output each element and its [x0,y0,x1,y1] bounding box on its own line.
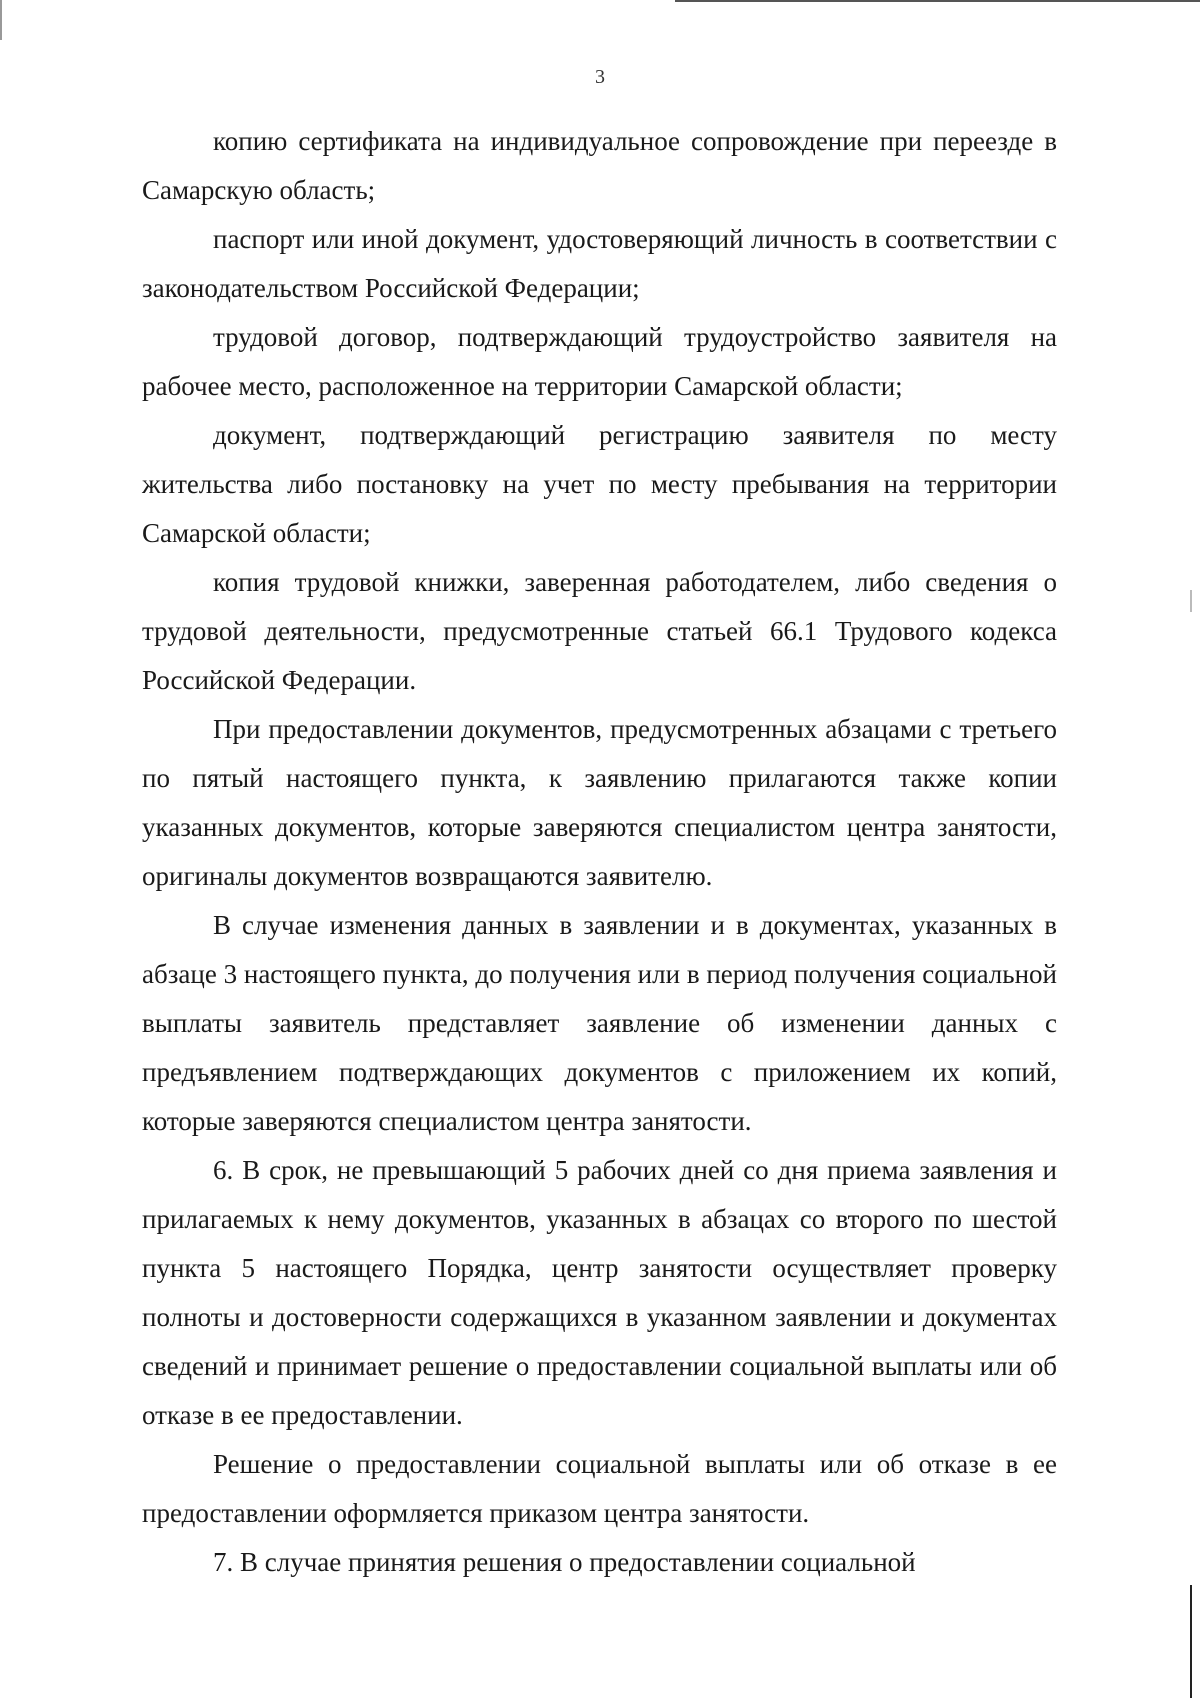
paragraph-item-6: 6. В срок, не превышающий 5 рабочих дней со дня приема заявления и прилагаемых к нему документов, указанных в абзацах со второго по шестой пункта 5 настоящего Порядка, центр занятости осуществляет проверку полноты и достоверности содержащихся в указанном заявлении и документах сведений и принимает решение о предоставлении социальной выплаты или об отказе в ее предоставлении. [142,1155,1057,1430]
scan-artifact-right-mark [1190,590,1192,612]
scan-artifact-left-edge [0,0,2,40]
paragraph-data-change: В случае изменения данных в заявлении и в документах, указанных в абзаце 3 настоящего пункта, до получения или в период получения социальной выплаты заявитель представляет заявление об изменении данных с предъявлением подтверждающих документов с приложением их копий, которые заверяются специалистом центра занятости. [142,910,1057,1136]
scan-artifact-right-edge [1190,1585,1192,1698]
scan-artifact-top-line [675,0,1200,2]
paragraph-item-7: 7. В случае принятия решения о предоставлении социальной [213,1547,916,1577]
paragraph-registration-document: документ, подтверждающий регистрацию заявителя по месту жительства либо постановку на учет по месту пребывания на территории Самарской области; [142,420,1057,548]
paragraph-certificate-copy: копию сертификата на индивидуальное сопровождение при переезде в Самарскую область; [142,126,1057,205]
paragraph-employment-contract: трудовой договор, подтверждающий трудоустройство заявителя на рабочее место, расположенное на территории Самарской области; [142,322,1057,401]
paragraph-document-copies: При предоставлении документов, предусмотренных абзацами с третьего по пятый настоящего пункта, к заявлению прилагаются также копии указанных документов, которые заверяются специалистом центра занятости, оригиналы документов возвращаются заявителю. [142,714,1057,891]
paragraph-passport: паспорт или иной документ, удостоверяющий личность в соответствии с законодательством Российской Федерации; [142,224,1057,303]
paragraph-decision-order: Решение о предоставлении социальной выплаты или об отказе в ее предоставлении оформляется приказом центра занятости. [142,1449,1057,1528]
paragraph-work-book-copy: копия трудовой книжки, заверенная работодателем, либо сведения о трудовой деятельности, предусмотренные статьей 66.1 Трудового кодекса Российской Федерации. [142,567,1057,695]
document-body [142,117,1057,1587]
page-number: 3 [595,66,605,88]
